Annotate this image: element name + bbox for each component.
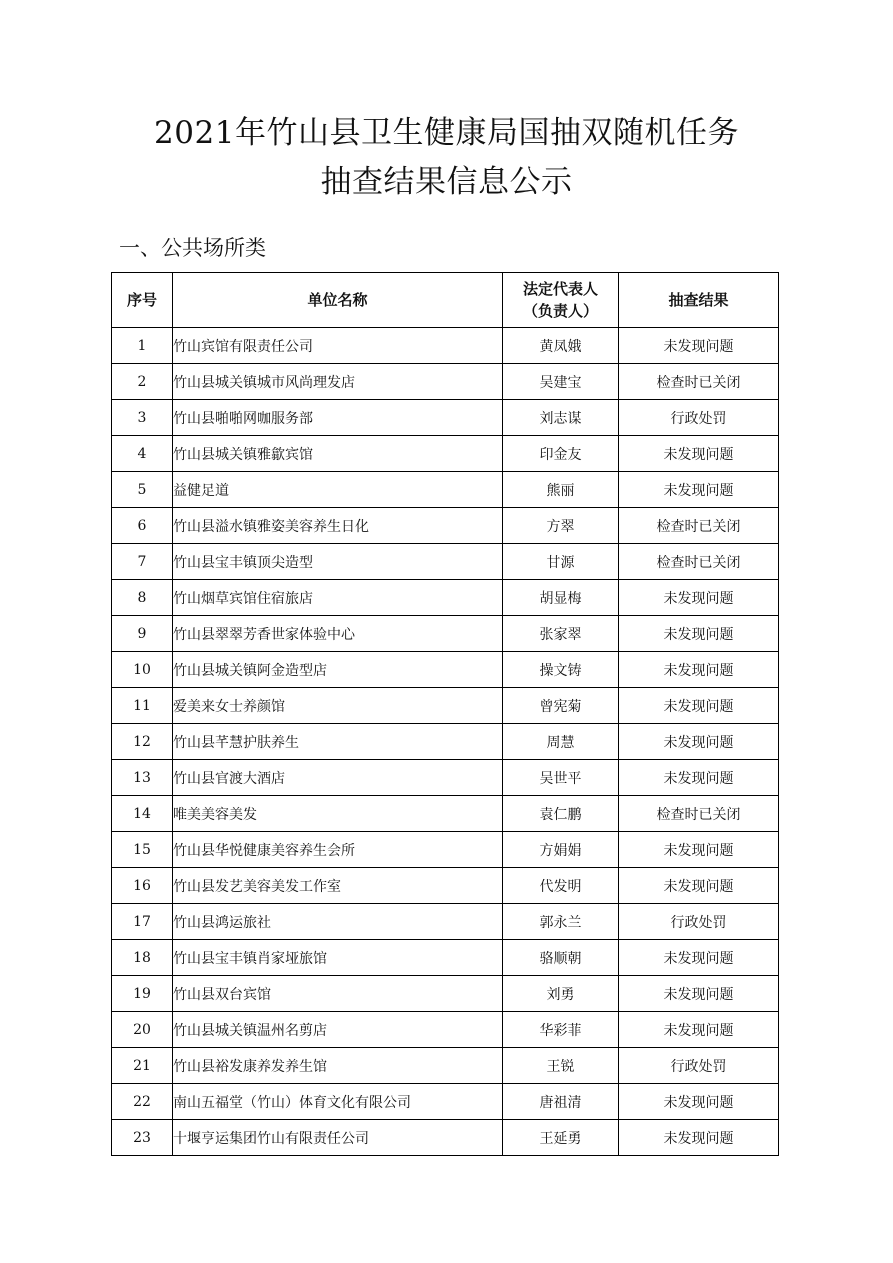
- cell-unit-name: 竹山县宝丰镇顶尖造型: [173, 544, 503, 580]
- cell-number: 6: [112, 508, 173, 544]
- cell-result: 检查时已关闭: [619, 508, 779, 544]
- cell-number: 19: [112, 976, 173, 1012]
- cell-unit-name: 竹山县官渡大酒店: [173, 760, 503, 796]
- cell-representative: 代发明: [503, 868, 619, 904]
- cell-result: 未发现问题: [619, 1012, 779, 1048]
- cell-result: 未发现问题: [619, 832, 779, 868]
- header-num: 序号: [112, 273, 173, 328]
- section-heading: 一、公共场所类: [119, 236, 266, 260]
- table-row: [112, 400, 779, 436]
- cell-unit-name: 竹山县芊慧护肤养生: [173, 724, 503, 760]
- cell-representative: 周慧: [503, 724, 619, 760]
- cell-result: 未发现问题: [619, 940, 779, 976]
- cell-representative: 王延勇: [503, 1120, 619, 1156]
- cell-result: 未发现问题: [619, 472, 779, 508]
- cell-number: 7: [112, 544, 173, 580]
- cell-result: 未发现问题: [619, 616, 779, 652]
- cell-unit-name: 竹山烟草宾馆住宿旅店: [173, 580, 503, 616]
- cell-unit-name: 竹山县啪啪网咖服务部: [173, 400, 503, 436]
- cell-number: 17: [112, 904, 173, 940]
- results-table: [111, 272, 779, 1156]
- cell-number: 4: [112, 436, 173, 472]
- cell-number: 5: [112, 472, 173, 508]
- cell-representative: 袁仁鹏: [503, 796, 619, 832]
- cell-unit-name: 竹山县溢水镇雅姿美容养生日化: [173, 508, 503, 544]
- table-row: [112, 616, 779, 652]
- cell-unit-name: 竹山县宝丰镇肖家垭旅馆: [173, 940, 503, 976]
- cell-unit-name: 竹山县城关镇阿金造型店: [173, 652, 503, 688]
- cell-representative: 郭永兰: [503, 904, 619, 940]
- cell-result: 未发现问题: [619, 328, 779, 364]
- cell-unit-name: 爱美来女士养颜馆: [173, 688, 503, 724]
- cell-number: 22: [112, 1084, 173, 1120]
- cell-number: 10: [112, 652, 173, 688]
- table-row: [112, 1120, 779, 1156]
- cell-result: 未发现问题: [619, 976, 779, 1012]
- cell-number: 20: [112, 1012, 173, 1048]
- cell-result: 行政处罚: [619, 904, 779, 940]
- table-row: [112, 364, 779, 400]
- document-title-line2: 抽查结果信息公示: [320, 164, 573, 200]
- cell-number: 8: [112, 580, 173, 616]
- cell-representative: 刘勇: [503, 976, 619, 1012]
- cell-result: 检查时已关闭: [619, 364, 779, 400]
- cell-result: 未发现问题: [619, 580, 779, 616]
- cell-representative: 胡显梅: [503, 580, 619, 616]
- cell-unit-name: 竹山县城关镇城市风尚理发店: [173, 364, 503, 400]
- cell-unit-name: 南山五福堂（竹山）体育文化有限公司: [173, 1084, 503, 1120]
- table-row: [112, 1084, 779, 1120]
- table-row: [112, 868, 779, 904]
- cell-representative: 熊丽: [503, 472, 619, 508]
- cell-unit-name: 竹山县城关镇温州名剪店: [173, 1012, 503, 1048]
- cell-unit-name: 十堰亨运集团竹山有限责任公司: [173, 1120, 503, 1156]
- cell-number: 21: [112, 1048, 173, 1084]
- table-row: [112, 508, 779, 544]
- table-row: [112, 724, 779, 760]
- cell-result: 未发现问题: [619, 1120, 779, 1156]
- cell-number: 2: [112, 364, 173, 400]
- cell-representative: 吴建宝: [503, 364, 619, 400]
- cell-number: 23: [112, 1120, 173, 1156]
- table-row: [112, 796, 779, 832]
- table-row: [112, 544, 779, 580]
- header-rep-line2: （负责人）: [522, 302, 598, 320]
- cell-unit-name: 竹山县发艺美容美发工作室: [173, 868, 503, 904]
- cell-number: 13: [112, 760, 173, 796]
- cell-number: 15: [112, 832, 173, 868]
- table-row: [112, 1048, 779, 1084]
- cell-result: 行政处罚: [619, 400, 779, 436]
- cell-number: 16: [112, 868, 173, 904]
- cell-unit-name: 唯美美容美发: [173, 796, 503, 832]
- cell-representative: 黄凤娥: [503, 328, 619, 364]
- cell-result: 未发现问题: [619, 868, 779, 904]
- document-title-line1: 2021年竹山县卫生健康局国抽双随机任务: [154, 115, 739, 151]
- header-rep-line1: 法定代表人: [522, 280, 598, 298]
- cell-representative: 方娟娟: [503, 832, 619, 868]
- cell-result: 检查时已关闭: [619, 796, 779, 832]
- cell-representative: 吴世平: [503, 760, 619, 796]
- cell-number: 12: [112, 724, 173, 760]
- table-row: [112, 472, 779, 508]
- table-row: [112, 760, 779, 796]
- cell-unit-name: 竹山县城关镇雅歙宾馆: [173, 436, 503, 472]
- cell-representative: 张家翠: [503, 616, 619, 652]
- cell-representative: 印金友: [503, 436, 619, 472]
- table-row: [112, 940, 779, 976]
- cell-unit-name: 竹山宾馆有限责任公司: [173, 328, 503, 364]
- cell-result: 未发现问题: [619, 1084, 779, 1120]
- cell-unit-name: 竹山县翠翠芳香世家体验中心: [173, 616, 503, 652]
- table-row: [112, 688, 779, 724]
- cell-unit-name: 竹山县鸿运旅社: [173, 904, 503, 940]
- cell-number: 18: [112, 940, 173, 976]
- cell-unit-name: 竹山县华悦健康美容养生会所: [173, 832, 503, 868]
- cell-representative: 唐祖清: [503, 1084, 619, 1120]
- table-row: [112, 436, 779, 472]
- table-row: [112, 976, 779, 1012]
- cell-unit-name: 竹山县裕发康养发养生馆: [173, 1048, 503, 1084]
- table-row: [112, 1012, 779, 1048]
- table-row: [112, 328, 779, 364]
- header-result: 抽查结果: [619, 273, 779, 328]
- cell-result: 未发现问题: [619, 436, 779, 472]
- cell-result: 未发现问题: [619, 652, 779, 688]
- header-name: 单位名称: [173, 273, 503, 328]
- cell-representative: 甘源: [503, 544, 619, 580]
- cell-result: 检查时已关闭: [619, 544, 779, 580]
- cell-representative: 曾宪菊: [503, 688, 619, 724]
- cell-number: 9: [112, 616, 173, 652]
- table-body: [112, 328, 779, 1156]
- cell-representative: 操文铸: [503, 652, 619, 688]
- cell-representative: 刘志谋: [503, 400, 619, 436]
- cell-result: 未发现问题: [619, 724, 779, 760]
- table-row: [112, 652, 779, 688]
- cell-number: 14: [112, 796, 173, 832]
- cell-representative: 华彩菲: [503, 1012, 619, 1048]
- cell-result: 行政处罚: [619, 1048, 779, 1084]
- cell-number: 11: [112, 688, 173, 724]
- table-header-row: [112, 273, 779, 328]
- cell-representative: 王锐: [503, 1048, 619, 1084]
- cell-result: 未发现问题: [619, 760, 779, 796]
- cell-unit-name: 竹山县双台宾馆: [173, 976, 503, 1012]
- cell-result: 未发现问题: [619, 688, 779, 724]
- table-row: [112, 904, 779, 940]
- cell-number: 3: [112, 400, 173, 436]
- table-row: [112, 832, 779, 868]
- cell-representative: 骆顺朝: [503, 940, 619, 976]
- table-row: [112, 580, 779, 616]
- cell-representative: 方翠: [503, 508, 619, 544]
- header-representative: [503, 273, 619, 328]
- cell-number: 1: [112, 328, 173, 364]
- cell-unit-name: 益健足道: [173, 472, 503, 508]
